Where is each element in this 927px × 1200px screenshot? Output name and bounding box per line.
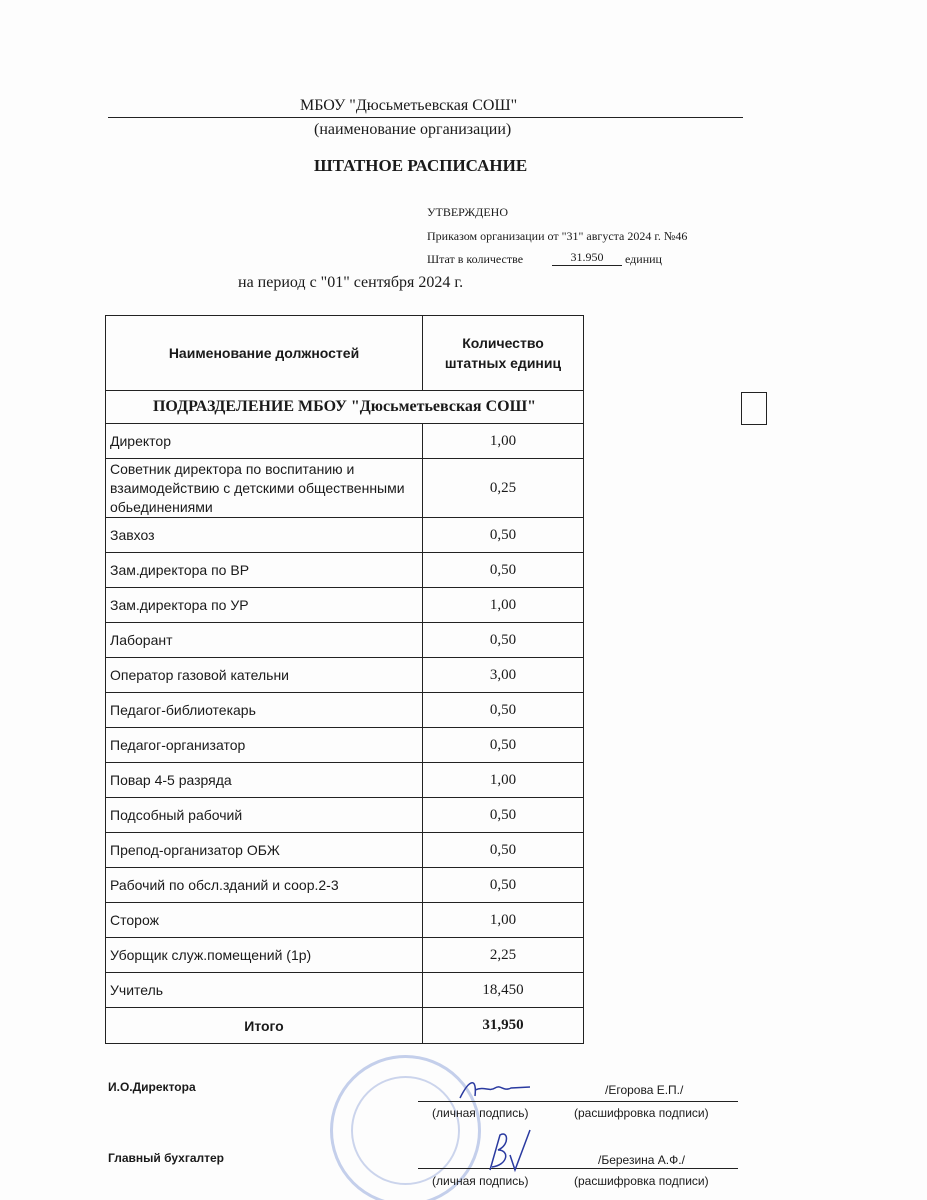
accountant-name: /Березина А.Ф./ [598,1153,685,1167]
table-row [106,763,584,798]
total-value: 31,950 [423,1008,584,1044]
order-text: Приказом организации от "31" августа 2024 г. №46 [427,229,688,243]
position-name: Рабочий по обсл.зданий и соор.2-3 [106,868,423,903]
table-row [106,903,584,938]
position-name: Препод-организатор ОБЖ [106,833,423,868]
position-qty: 1,00 [423,903,584,938]
division-row: ПОДРАЗДЕЛЕНИЕ МБОУ "Дюсьметьевская СОШ" [106,391,584,424]
position-qty: 1,00 [423,763,584,798]
staff-unit: единиц [625,252,662,266]
staff-table [105,315,584,1044]
position-name: Завхоз [106,518,423,553]
period-text: на период с "01" сентября 2024 г. [238,274,464,291]
position-qty: 0,50 [423,693,584,728]
director-name: /Егорова Е.П./ [605,1083,684,1097]
position-name: Учитель [106,973,423,1008]
col-header-name: Наименование должностей [106,316,423,391]
position-qty: 0,50 [423,553,584,588]
approved-label: УТВЕРЖДЕНО [427,205,509,219]
table-row [106,623,584,658]
position-qty: 0,25 [423,459,584,518]
table-row [106,798,584,833]
org-name: МБОУ "Дюсьметьевская СОШ" [300,97,518,114]
table-row [106,693,584,728]
position-qty: 18,450 [423,973,584,1008]
position-name: Педагог-библиотекарь [106,693,423,728]
director-sign-caption: (личная подпись) [432,1106,529,1120]
divider [108,117,743,118]
position-name: Лаборант [106,623,423,658]
position-name: Зам.директора по ВР [106,553,423,588]
signature-line [418,1168,738,1169]
page-title: ШТАТНОЕ РАСПИСАНИЕ [314,156,528,175]
staff-value: 31.950 [552,250,622,266]
director-signature [455,1078,535,1102]
position-qty: 0,50 [423,518,584,553]
table-row [106,938,584,973]
accountant-role: Главный бухгалтер [108,1151,225,1165]
org-caption: (наименование организации) [314,121,512,138]
table-row [106,833,584,868]
position-name: Директор [106,424,423,459]
position-name: Зам.директора по УР [106,588,423,623]
position-name: Советник директора по воспитанию и взаимодействию с детскими общественными обьединениями [106,459,423,518]
position-name: Повар 4-5 разряда [106,763,423,798]
position-qty: 0,50 [423,833,584,868]
table-row [106,424,584,459]
accountant-sign-caption: (личная подпись) [432,1174,529,1188]
position-qty: 2,25 [423,938,584,973]
accountant-decode-caption: (расшифровка подписи) [574,1174,709,1188]
position-qty: 1,00 [423,424,584,459]
position-name: Уборщик служ.помещений (1р) [106,938,423,973]
position-qty: 0,50 [423,728,584,763]
position-qty: 0,50 [423,868,584,903]
director-decode-caption: (расшифровка подписи) [574,1106,709,1120]
total-label: Итого [106,1008,423,1044]
table-row [106,518,584,553]
col-header-qty: Количество штатных единиц [423,316,584,391]
position-name: Педагог-организатор [106,728,423,763]
position-qty: 1,00 [423,588,584,623]
table-row [106,588,584,623]
position-qty: 3,00 [423,658,584,693]
accountant-signature [480,1125,540,1175]
table-row [106,973,584,1008]
table-row [106,658,584,693]
empty-box [741,392,767,425]
position-name: Сторож [106,903,423,938]
table-row [106,728,584,763]
position-name: Оператор газовой кательни [106,658,423,693]
position-qty: 0,50 [423,623,584,658]
position-qty: 0,50 [423,798,584,833]
staff-label: Штат в количестве [427,252,524,266]
table-row [106,868,584,903]
position-name: Подсобный рабочий [106,798,423,833]
table-row [106,459,584,518]
table-row [106,553,584,588]
director-role: И.О.Директора [108,1080,196,1094]
